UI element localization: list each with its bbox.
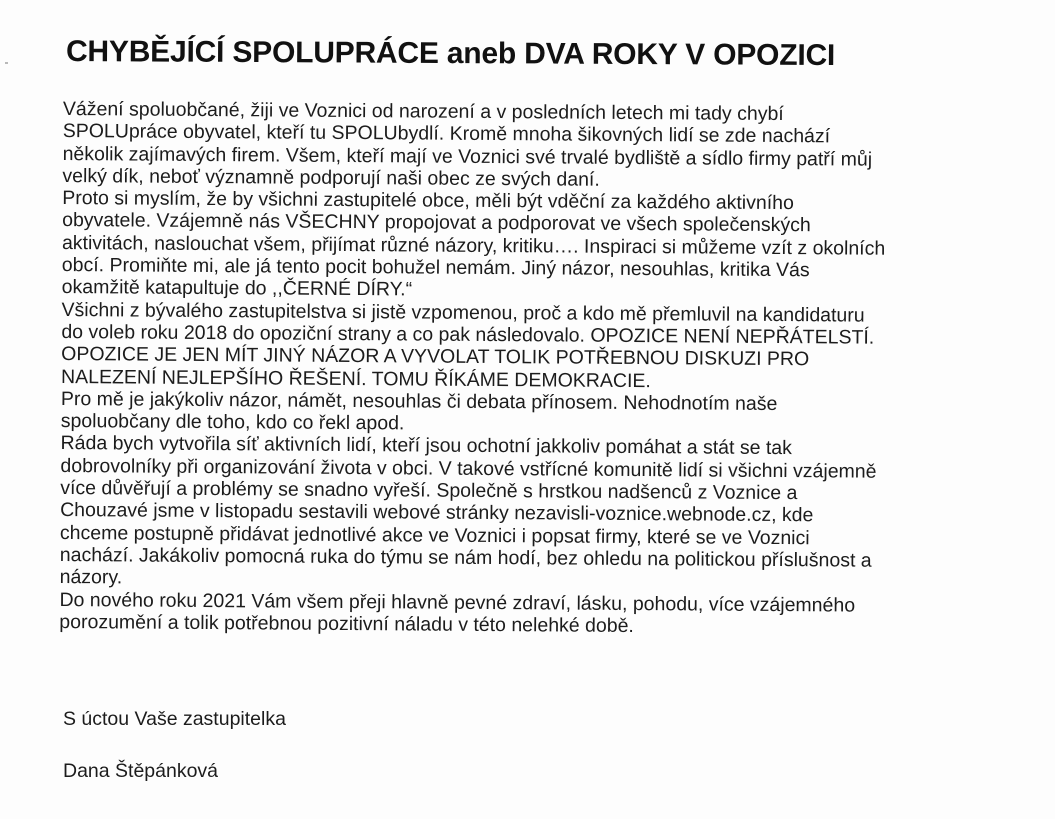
body-line: názory. — [59, 566, 123, 589]
body-line: velký dík, neboť významně podporují naši obec ze svých daní. — [62, 164, 600, 191]
body-line: Chouzavé jsme v listopadu sestavili webové stránky nezavisli-voznice.webnode.cz, kde — [60, 499, 814, 527]
signature-name: Dana Štěpánková — [63, 760, 219, 782]
body-line: do voleb roku 2018 do opoziční strany a co pak následovalo. OPOZICE NENÍ NEPŘÁTELSTÍ. — [61, 320, 875, 349]
closing-greeting: S úctou Vaše zastupitelka — [63, 708, 286, 730]
body-line: Všichni z bývalého zastupitelstva si jistě vzpomenou, proč a kdo mě přemluvil na kandidaturu — [61, 298, 865, 327]
body-line: SPOLUpráce obyvatel, kteří tu SPOLUbydlí. Kromě mnoha šikovných lidí se zde nachází — [62, 120, 831, 148]
body-line: Do nového roku 2021 Vám všem přeji hlavně pevné zdraví, lásku, pohodu, více vzájemného — [59, 588, 856, 617]
body-line: obyvatele. Vzájemně nás VŠECHNY propojovat a podporovat ve všech společenských — [62, 209, 811, 237]
body-line: okamžitě katapultuje do ,,ČERNÉ DÍRY.“ — [61, 276, 413, 301]
document-title: CHYBĚJÍCÍ SPOLUPRÁCE aneb DVA ROKY V OPOZICI — [65, 35, 836, 73]
body-line: Vážení spoluobčané, žiji ve Voznici od narození a v posledních letech mi tady chybí — [62, 98, 784, 126]
body-line: Ráda bych vytvořila síť aktivních lidí, kteří jsou ochotní jakkoliv pomáhat a stát se tak — [60, 432, 792, 460]
body-line: OPOZICE JE JEN MÍT JINÝ NÁZOR A VYVOLAT TOLIK POTŘEBNOU DISKUZI PRO — [61, 343, 810, 371]
body-line: NALEZENÍ NEJLEPŠÍHO ŘEŠENÍ. TOMU ŘÍKÁME DEMOKRACIE. — [60, 365, 651, 392]
body-line: aktivitách, naslouchat všem, přijímat různé názory, kritiku…. Inspiraci si můžeme vzít z okolních — [61, 231, 886, 260]
body-line: spoluobčany dle toho, kdo co řekl apod. — [60, 410, 405, 435]
body-line: více důvěřují a problémy se snadno vyřeší. Společně s hrstkou nadšenců z Voznice a — [60, 477, 798, 505]
body-line: obcí. Promiňte mi, ale já tento pocit bohužel nemám. Jiný názor, nesouhlas, kritika Vás — [61, 254, 810, 282]
body-line: Pro mě je jakýkoliv názor, námět, nesouhlas či debata přínosem. Nehodnotím naše — [60, 387, 778, 415]
body-line: několik zajímavých firem. Všem, kteří mají ve Voznici své trvalé bydliště a sídlo firmy patří můj — [62, 142, 873, 171]
body-line: chceme postupně přidávat jednotlivé akce ve Voznici i popsat firmy, které se ve Voznici — [59, 521, 810, 549]
body-line: nachází. Jakákoliv pomocná ruka do týmu se nám hodí, bez ohledu na politickou příslušnost a — [59, 543, 872, 572]
body-line: porozumění a tolik potřebnou pozitivní náladu v této nelehké době. — [59, 610, 634, 637]
body-line: dobrovolníky při organizování života v obci. V takové vstřícné komunitě lidí si všichni vzájemně — [60, 454, 877, 483]
document-body — [59, 98, 1023, 640]
scan-mark — [5, 62, 8, 64]
body-line: Proto si myslím, že by všichni zastupitelé obce, měli být vděční za každého aktivního — [62, 187, 794, 215]
